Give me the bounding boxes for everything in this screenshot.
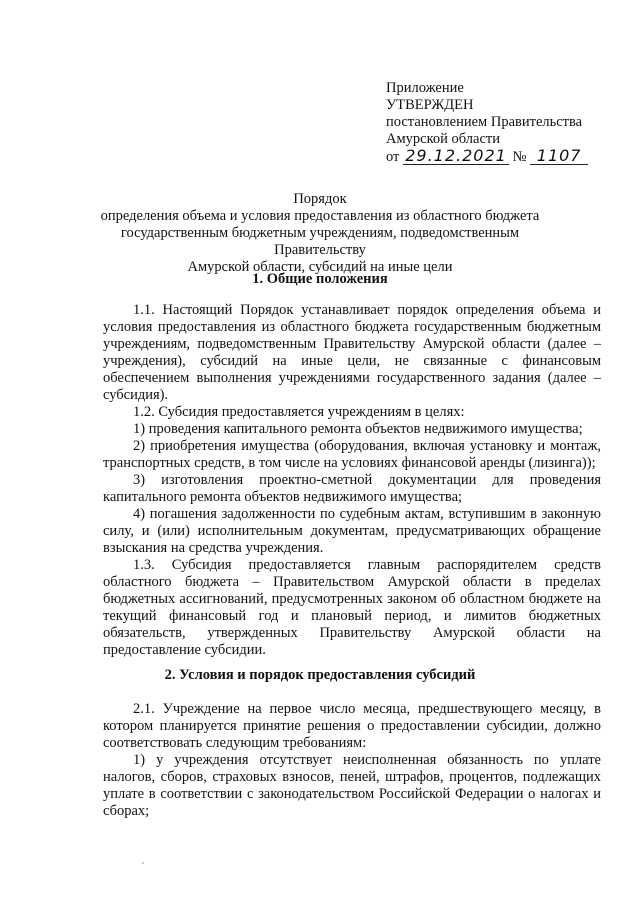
paragraph: 4) погашения задолженности по судебным актам, вступившим в законную силу, и (или) исполнительным документам, предусматривающих обращение взыскания на средства учреждения.: [103, 506, 601, 556]
approval-appendix: Приложение: [386, 80, 464, 96]
title-line-1: определения объема и условия предоставления из областного бюджета: [100, 208, 540, 224]
section-2-body: [103, 701, 601, 820]
approval-date: 29.12.2021: [403, 148, 509, 165]
approval-by-resolution: постановлением Правительства: [386, 114, 583, 130]
paragraph: 1.1. Настоящий Порядок устанавливает порядок определения объема и условия предоставления из областного бюджета государственным бюджетным учреждениям, подведомственным Правительству Амурской области (далее – учреждения), субсидий на иные цели, не связанные с финансовым обеспечением выполнения учреждениями государственного задания (далее – субсидия).: [103, 302, 601, 403]
section-1-heading: 1. Общие положения: [252, 271, 388, 287]
title-line-3: Амурской области, субсидий на иные цели: [187, 259, 453, 275]
approval-stamp: [386, 80, 588, 166]
title-line-2: государственным бюджетным учреждениям, подведомственным Правительству: [120, 225, 520, 258]
section-1-body: [103, 302, 601, 659]
scan-speck: [142, 862, 144, 864]
approval-region: Амурской области: [386, 131, 500, 147]
approval-approved: УТВЕРЖДЕН: [386, 97, 474, 113]
approval-number-prefix: №: [512, 149, 527, 165]
approval-number: 1107: [530, 148, 588, 165]
approval-date-prefix: от: [386, 149, 400, 165]
paragraph: 2.1. Учреждение на первое число месяца, предшествующего месяцу, в котором планируется принятие решения о предоставлении субсидии, должно соответствовать следующим требованиям:: [103, 701, 601, 751]
paragraph: 1.2. Субсидия предоставляется учреждениям в целях:: [133, 404, 465, 420]
document-title: [100, 191, 540, 276]
paragraph: 1) у учреждения отсутствует неисполненная обязанность по уплате налогов, сборов, страховых взносов, пеней, штрафов, процентов, подлежащих уплате в соответствии с законодательством Российской Федерации о налогах и сборах;: [103, 752, 601, 819]
paragraph: 1) проведения капитального ремонта объектов недвижимого имущества;: [133, 421, 583, 437]
paragraph: 3) изготовления проектно-сметной документации для проведения капитального ремонта объектов недвижимого имущества;: [103, 472, 601, 505]
title-word: Порядок: [293, 191, 347, 207]
paragraph: 2) приобретения имущества (оборудования, включая установку и монтаж, транспортных средств, в том числе на условиях финансовой аренды (лизинга));: [103, 438, 601, 471]
section-2-heading: 2. Условия и порядок предоставления субсидий: [164, 667, 476, 683]
approval-date-line: [386, 148, 588, 166]
paragraph: 1.3. Субсидия предоставляется главным распорядителем средств областного бюджета – Правительством Амурской области в пределах бюджетных ассигнований, предусмотренных законом об областном бюджете на текущий финансовый год и плановый период, и лимитов бюджетных обязательств, утвержденных Правительству Амурской области на предоставление субсидии.: [103, 557, 601, 658]
